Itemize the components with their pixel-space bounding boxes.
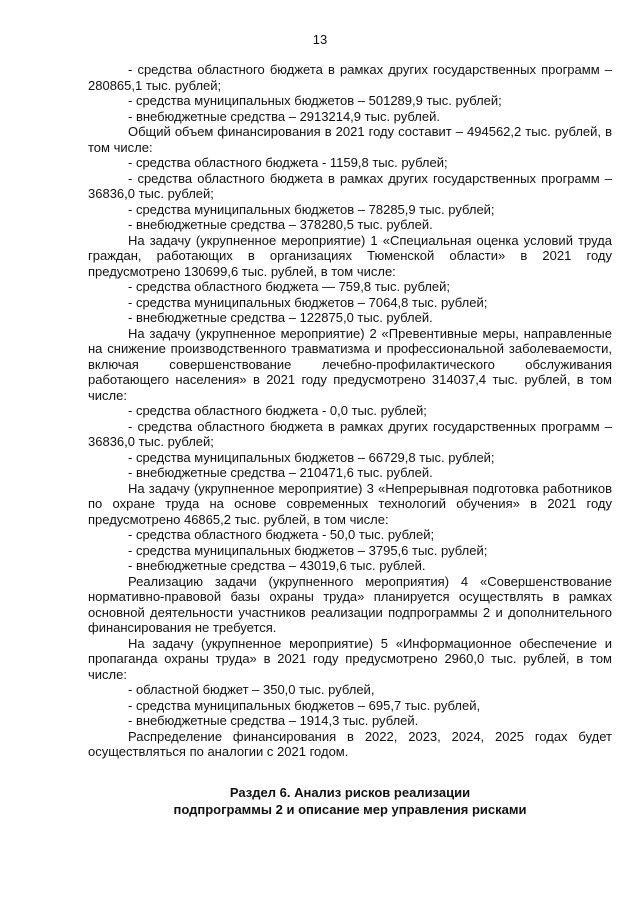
paragraph: - внебюджетные средства – 1914,3 тыс. рублей. bbox=[128, 713, 419, 728]
paragraph: - средства областного бюджета - 0,0 тыс. рублей; bbox=[128, 403, 427, 418]
paragraph: - средства областного бюджета - 50,0 тыс. рублей; bbox=[128, 527, 435, 542]
paragraph: На задачу (укрупненное мероприятие) 5 «Информационное обеспечение и пропаганда охраны труда» в 2021 году предусмотрено 2960,0 тыс. рублей, в том числе: bbox=[88, 635, 612, 682]
paragraph: - средства областного бюджета в рамках других государственных программ – 36836,0 тыс. рублей; bbox=[88, 418, 612, 449]
document-body bbox=[88, 62, 612, 818]
paragraph: - областной бюджет – 350,0 тыс. рублей, bbox=[128, 682, 375, 697]
paragraph: - средства муниципальных бюджетов – 501289,9 тыс. рублей; bbox=[128, 93, 502, 108]
paragraph: - внебюджетные средства – 43019,6 тыс. рублей. bbox=[128, 558, 426, 573]
paragraph: - средства муниципальных бюджетов – 66729,8 тыс. рублей; bbox=[128, 449, 495, 465]
paragraph: На задачу (укрупненное мероприятие) 2 «Превентивные меры, направленные на снижение производственного травматизма и профессиональной заболеваемости, включая совершенствование лечебно-профилактического обслуживания работающего населения» в 2021 году предусмотрено 314037,4 тыс. рублей, в том числе: bbox=[88, 325, 612, 403]
paragraph: - внебюджетные средства – 122875,0 тыс. рублей. bbox=[128, 310, 433, 325]
paragraph: - средства муниципальных бюджетов – 695,7 тыс. рублей, bbox=[128, 697, 481, 713]
paragraph: Общий объем финансирования в 2021 году составит – 494562,2 тыс. рублей, в том числе: bbox=[88, 124, 612, 155]
paragraph: - внебюджетные средства – 378280,5 тыс. рублей. bbox=[128, 217, 433, 232]
paragraph: - средства муниципальных бюджетов – 3795,6 тыс. рублей; bbox=[128, 542, 488, 558]
paragraph: - средства областного бюджета - 1159,8 тыс. рублей; bbox=[128, 155, 448, 170]
paragraph: На задачу (укрупненное мероприятие) 1 «Специальная оценка условий труда граждан, работающих в организациях Тюменской области» в 2021 году предусмотрено 130699,6 тыс. рублей, в том числе: bbox=[88, 232, 612, 279]
paragraph: - средства областного бюджета в рамках других государственных программ – 36836,0 тыс. рублей; bbox=[88, 170, 612, 201]
paragraph: Распределение финансирования в 2022, 2023, 2024, 2025 годах будет осуществляться по аналогии с 2021 годом. bbox=[88, 728, 612, 759]
paragraph: - средства областного бюджета — 759,8 тыс. рублей; bbox=[128, 279, 451, 294]
section-heading-line-2: подпрограммы 2 и описание мер управления рисками bbox=[173, 801, 527, 817]
section-heading-line-1: Раздел 6. Анализ рисков реализации bbox=[229, 784, 471, 800]
section-heading bbox=[88, 784, 612, 818]
paragraph: Реализацию задачи (укрупненного мероприятия) 4 «Совершенствование нормативно-правовой базы охраны труда» планируется осуществлять в рамках основной деятельности участников реализации подпрограммы 2 и дополнительного финансирования не требуется. bbox=[88, 573, 612, 635]
paragraph: - средства областного бюджета в рамках других государственных программ – 280865,1 тыс. рублей; bbox=[88, 62, 612, 93]
paragraph: - средства муниципальных бюджетов – 7064,8 тыс. рублей; bbox=[128, 294, 488, 310]
paragraph: На задачу (укрупненное мероприятие) 3 «Непрерывная подготовка работников по охране труда на основе современных технологий обучения» в 2021 году предусмотрено 46865,2 тыс. рублей, в том числе: bbox=[88, 480, 612, 527]
paragraph: - внебюджетные средства – 210471,6 тыс. рублей. bbox=[128, 465, 433, 480]
paragraph: - средства муниципальных бюджетов – 78285,9 тыс. рублей; bbox=[128, 201, 495, 217]
page-number: 13 bbox=[312, 32, 328, 47]
paragraph: - внебюджетные средства – 2913214,9 тыс. рублей. bbox=[128, 108, 440, 124]
